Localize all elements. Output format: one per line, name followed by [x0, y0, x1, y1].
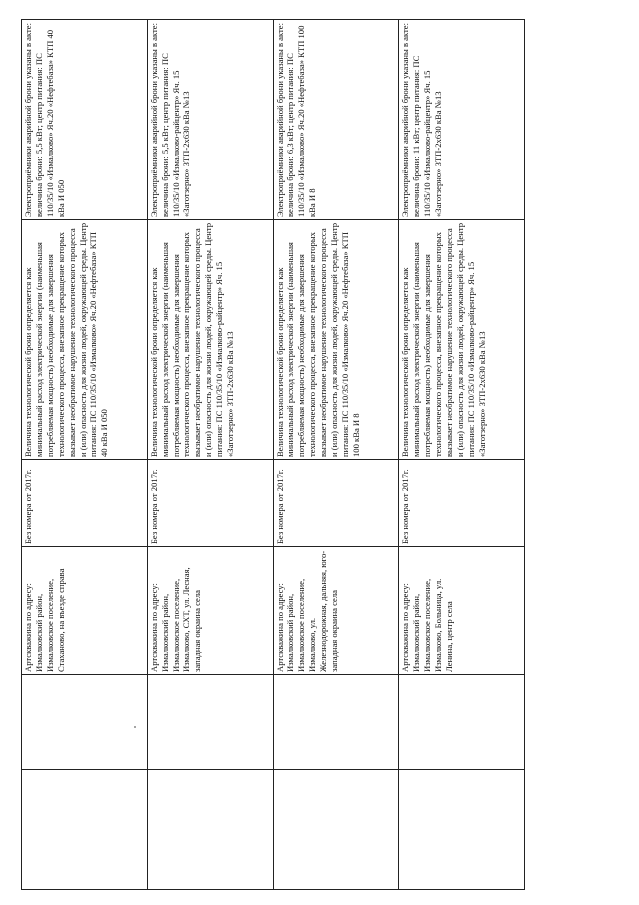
empty-cell: [147, 675, 273, 770]
table-row: [273, 20, 399, 890]
empty-cell: [399, 675, 525, 770]
reserve-value-cell: Величина технологической брони определяется как минимальный расход электрической энергии (наименьшая потребляемая мощность) необходимые для завершения технологического процесса, внезапное прекращение которых вызывает необратимое нарушение технологического процесса и (или) опасность для жизни людей, окружающей среды. Центр питания: ПС 110/35/10 «Измалково» Яч.20 «Нефтебаза» КТП 40 кВа И 050: [22, 220, 148, 460]
emergency-reserve-cell: Электроприёмники аварийной брони указаны в акте: величина брони: 11 кВт; центр питания: ПС 110/35/10 «Измалково-райцентр» Яч. 15 «Заготзерно» ЗТП-2х630 кВа №13: [399, 20, 525, 220]
address-cell: Артскважина по адресу: Измалковский район, Измалковское поселение, Стаханово, на въезде справа: [22, 547, 148, 675]
table-row: [399, 20, 525, 890]
reserve-value-cell: Величина технологической брони определяется как минимальный расход электрической энергии (наименьшая потребляемая мощность) необходимые для завершения технологического процесса, внезапное прекращение которых вызывает необратимое нарушение технологического процесса и (или) опасность для жизни людей, окружающей среды. Центр питания: ПС 110/35/10 «Измалково» Яч.20 «Нефтебаза» КТП 100 кВа И 8: [273, 220, 399, 460]
technological-reserve-table: [21, 19, 525, 890]
empty-cell: [399, 770, 525, 890]
emergency-reserve-cell: Электроприёмники аварийной брони указаны в акте: величина брони: 6,3 кВт; центр питания: ПС 110/35/10 «Измалково» Яч.20 «Нефтебаза» КТП 100 кВа И 8: [273, 20, 399, 220]
table-row: [147, 20, 273, 890]
table-row: [22, 20, 148, 890]
act-number-cell: Без номера от 2017г.: [399, 460, 525, 547]
emergency-reserve-cell: Электроприёмники аварийной брони указаны в акте: величина брони: 5,5 кВт; центр питания: ПС 110/35/10 «Измалково-райцентр» Яч. 15 «Заготзерно» ЗТП-2х630 кВа №13: [147, 20, 273, 220]
reserve-value-cell: Величина технологической брони определяется как минимальный расход электрической энергии (наименьшая потребляемая мощность) необходимые для завершения технологического процесса, внезапное прекращение которых вызывает необратимое нарушение технологического процесса и (или) опасность для жизни людей, окружающей среды. Центр питания: ПС 110/35/10 «Измалково-райцентр» Яч. 15 «Заготзерно» ЗТП-2х630 кВа №13: [399, 220, 525, 460]
empty-cell: [22, 770, 148, 890]
act-number-cell: Без номера от 2017г.: [273, 460, 399, 547]
empty-cell: [273, 675, 399, 770]
act-number-cell: Без номера от 2017г.: [147, 460, 273, 547]
rotated-table-container: [21, 20, 525, 890]
reserve-value-cell: Величина технологической брони определяется как минимальный расход электрической энергии (наименьшая потребляемая мощность) необходимые для завершения технологического процесса, внезапное прекращение которых вызывает необратимое нарушение технологического процесса и (или) опасность для жизни людей, окружающей среды. Центр питания: ПС 110/35/10 «Измалково-райцентр» Яч. 15 «Заготзерно» ЗТП-2х630 кВа №13: [147, 220, 273, 460]
address-cell: Артскважина по адресу: Измалковский район, Измалковское поселение, Измалково, СХТ, ул. Лесная, западная окраина села: [147, 547, 273, 675]
address-cell: Артскважина по адресу: Измалковский район, Измалковское поселение, Измалково, ул. Железнодорожная, дальняя, юго-западная окраина села: [273, 547, 399, 675]
address-cell: Артскважина по адресу: Измалковский район, Измалковское поселение, Измалково, Больница, ул. Ленина, центр села: [399, 547, 525, 675]
empty-cell: [273, 770, 399, 890]
empty-cell: [147, 770, 273, 890]
emergency-reserve-cell: Электроприёмники аварийной брони указаны в акте: величина брони: 5,5 кВт; центр питания: ПС 110/35/10 «Измалково» Яч.20 «Нефтебаза» КТП 40 кВа И 050: [22, 20, 148, 220]
scan-speck: [134, 726, 136, 728]
act-number-cell: Без номера от 2017г.: [22, 460, 148, 547]
empty-cell: [22, 675, 148, 770]
